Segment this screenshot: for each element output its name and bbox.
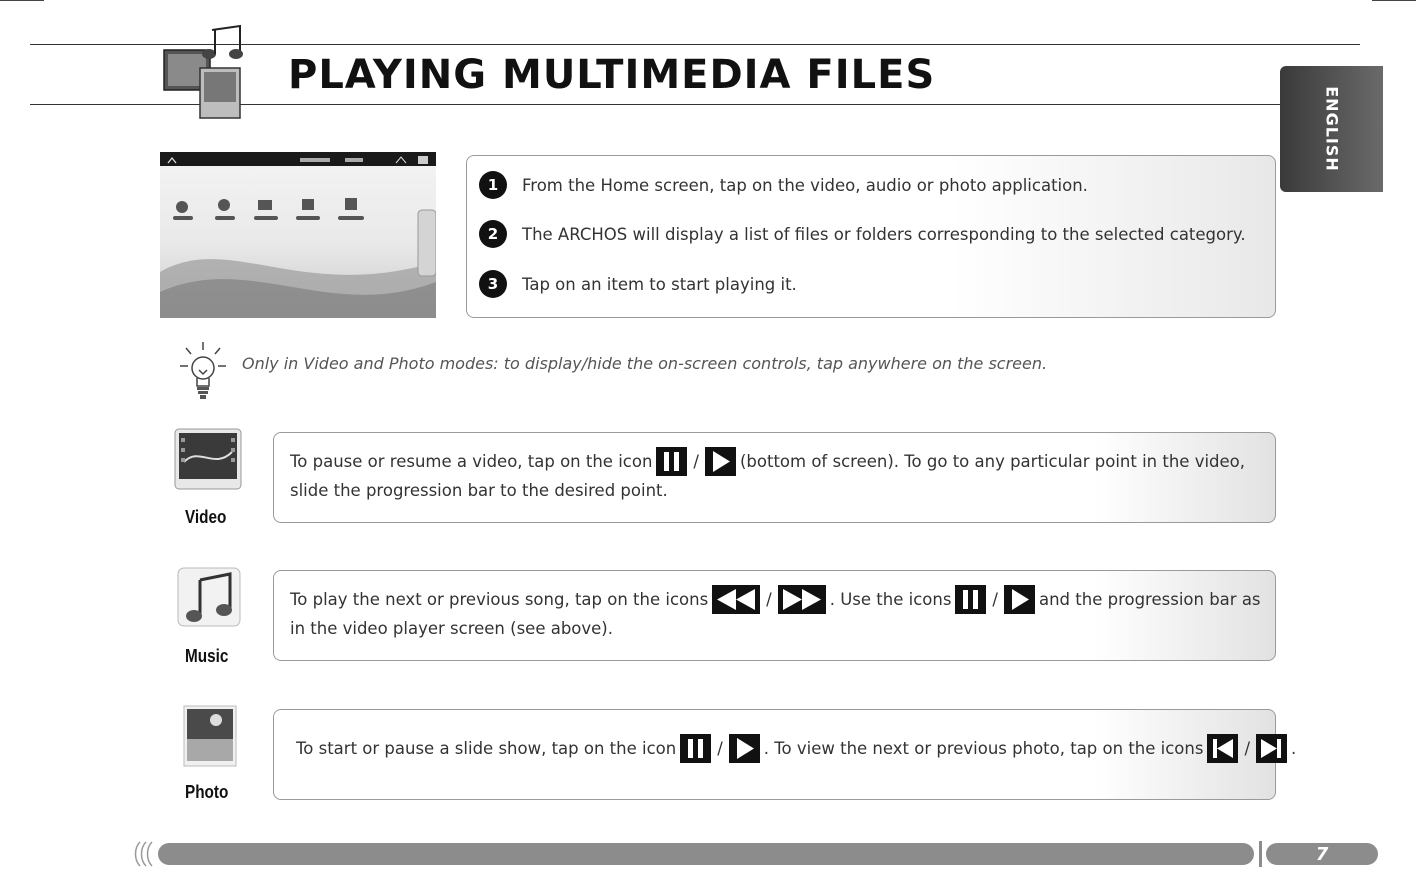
- step-text: Tap on an item to start playing it.: [522, 274, 797, 294]
- page-number: [1266, 843, 1378, 865]
- next-icon: [1256, 734, 1287, 763]
- photo-line-1: [296, 734, 1296, 763]
- step-text: The ARCHOS will display a list of files or folders corresponding to the selected category.: [522, 224, 1246, 244]
- page-number-text: 7: [1315, 843, 1329, 865]
- step-number: 3: [479, 270, 507, 298]
- separator: /: [693, 452, 699, 471]
- play-icon: [729, 734, 760, 763]
- fast-forward-icon: [778, 585, 826, 614]
- step-text: From the Home screen, tap on the video, audio or photo application.: [522, 175, 1088, 195]
- music-label: Music: [185, 646, 229, 666]
- photo-text-b: . To view the next or previous photo, tap on the icons: [763, 739, 1204, 758]
- rewind-icon: [712, 585, 760, 614]
- multimedia-icon: [160, 24, 248, 120]
- play-icon: [1004, 585, 1035, 614]
- tip-text: Only in Video and Photo modes: to display/hide the on-screen controls, tap anywhere on the screen.: [242, 354, 1048, 373]
- music-text-c: and the progression bar as: [1038, 590, 1261, 609]
- lightbulb-icon: [178, 340, 228, 406]
- music-text-d: in the video player screen (see above).: [290, 619, 613, 638]
- step-number: 2: [479, 220, 507, 248]
- photo-icon: [176, 704, 244, 768]
- video-text-a: To pause or resume a video, tap on the icon: [290, 452, 653, 471]
- music-icon: [176, 566, 244, 630]
- step-number: 1: [479, 171, 507, 199]
- page-title: PLAYING MULTIMEDIA FILES: [288, 52, 936, 98]
- video-text-c: slide the progression bar to the desired point.: [290, 481, 668, 500]
- music-panel: [273, 570, 1276, 661]
- footer-divider: [1254, 841, 1262, 867]
- play-icon: [705, 447, 736, 476]
- music-text-b: . Use the icons: [829, 590, 952, 609]
- video-panel: [273, 432, 1276, 523]
- video-line-1: [290, 447, 1245, 476]
- pause-icon: [955, 585, 986, 614]
- video-icon: [174, 428, 242, 492]
- step-3: [479, 270, 797, 298]
- pause-icon: [656, 447, 687, 476]
- previous-icon: [1207, 734, 1238, 763]
- home-screen-thumbnail: [160, 152, 436, 318]
- steps-panel: [466, 155, 1276, 318]
- music-line-2: [290, 619, 613, 638]
- language-tab-label: ENGLISH: [1322, 86, 1341, 172]
- separator: /: [717, 739, 723, 758]
- video-line-2: [290, 481, 668, 500]
- music-text-a: To play the next or previous song, tap on the icons: [290, 590, 709, 609]
- music-line-1: [290, 585, 1261, 614]
- step-1: [479, 171, 1088, 199]
- separator: /: [992, 590, 998, 609]
- photo-text-a: To start or pause a slide show, tap on the icon: [296, 739, 677, 758]
- video-text-b: (bottom of screen). To go to any particular point in the video,: [739, 452, 1246, 471]
- photo-panel: [273, 709, 1297, 800]
- video-label: Video: [185, 507, 227, 527]
- photo-label: Photo: [185, 782, 229, 802]
- photo-text-c: .: [1291, 739, 1297, 758]
- separator: /: [1244, 739, 1251, 758]
- crop-mark-right: [1372, 0, 1416, 1]
- footer-bar: [158, 843, 1254, 865]
- crop-mark-left: [0, 0, 44, 1]
- pause-icon: [680, 734, 711, 763]
- language-tab[interactable]: [1280, 66, 1383, 192]
- step-2: [479, 220, 1246, 248]
- separator: /: [766, 590, 772, 609]
